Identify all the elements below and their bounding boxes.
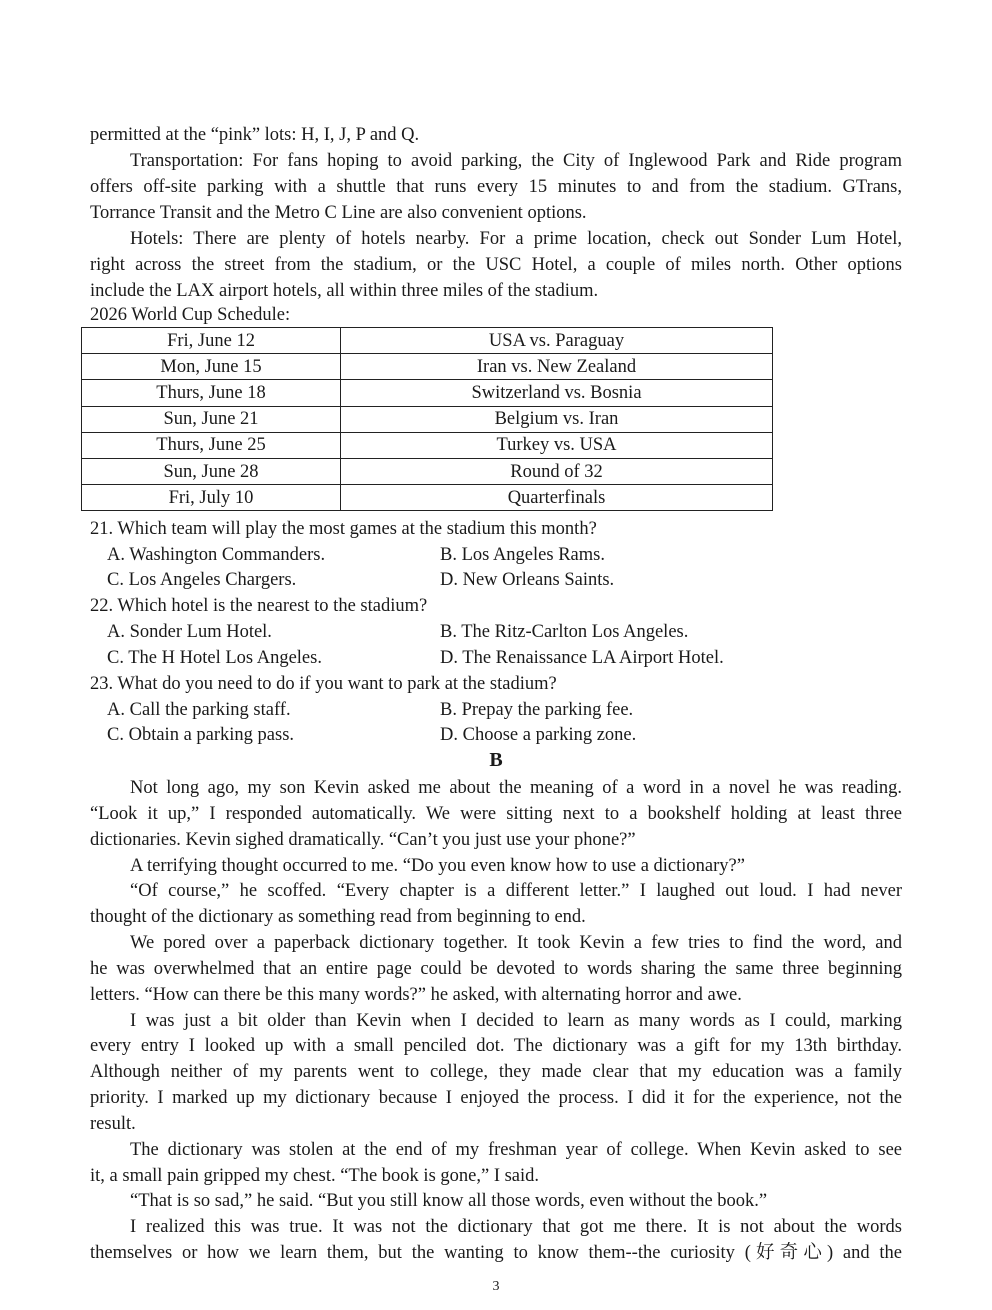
option-b: B. Prepay the parking fee. <box>440 700 634 720</box>
passage-b-line: “That is so sad,” he said. “But you still know all those words, even without the book.” <box>130 1191 768 1211</box>
option-c: C. Los Angeles Chargers. <box>107 570 297 590</box>
page-number: 3 <box>492 1279 500 1294</box>
passage-b-line: “Of course,” he scoffed. “Every chapter is a different letter.” I laughed out loud. I had never <box>130 881 902 901</box>
passage-b-line: Although neither of my parents went to college, they made clear that my education was a family <box>90 1062 902 1082</box>
section-heading: B <box>489 749 503 771</box>
passage-a-line: right across the street from the stadium, or the USC Hotel, a couple of miles north. Other options <box>90 255 902 275</box>
option-a: A. Call the parking staff. <box>107 700 291 720</box>
schedule-date: Thurs, June 18 <box>82 380 341 406</box>
passage-b-line: result. <box>90 1114 136 1134</box>
option-d: D. Choose a parking zone. <box>440 725 637 745</box>
table-row <box>82 380 773 406</box>
table-row <box>82 485 773 511</box>
schedule-date: Sun, June 28 <box>82 458 341 484</box>
schedule-date: Fri, July 10 <box>82 485 341 511</box>
question-stem: 23. What do you need to do if you want to park at the stadium? <box>90 674 557 694</box>
schedule-match: USA vs. Paraguay <box>341 328 773 354</box>
option-d: D. The Renaissance LA Airport Hotel. <box>440 648 724 668</box>
passage-a-line: permitted at the “pink” lots: H, I, J, P and Q. <box>90 125 420 145</box>
passage-a-line: offers off-site parking with a shuttle that runs every 15 minutes to and from the stadium. GTrans, <box>90 177 902 197</box>
table-row <box>82 458 773 484</box>
passage-b-line: A terrifying thought occurred to me. “Do you even know how to use a dictionary?” <box>130 856 745 876</box>
passage-b-line: We pored over a paperback dictionary together. It took Kevin a few tries to find the word, and <box>130 933 902 953</box>
passage-b-line: The dictionary was stolen at the end of my freshman year of college. When Kevin asked to see <box>130 1140 902 1160</box>
schedule-match: Iran vs. New Zealand <box>341 354 773 380</box>
passage-b-line: he was overwhelmed that an entire page could be devoted to words sharing the same three beginning <box>90 959 902 979</box>
question-stem: 21. Which team will play the most games at the stadium this month? <box>90 519 597 539</box>
passage-b-line: letters. “How can there be this many words?” he asked, with alternating horror and awe. <box>90 985 742 1005</box>
table-row <box>82 432 773 458</box>
option-d: D. New Orleans Saints. <box>440 570 615 590</box>
schedule-date: Fri, June 12 <box>82 328 341 354</box>
passage-b-line: I was just a bit older than Kevin when I decided to learn as many words as I could, marking <box>130 1011 902 1031</box>
schedule-match: Turkey vs. USA <box>341 432 773 458</box>
schedule-caption: 2026 World Cup Schedule: <box>90 305 291 325</box>
option-c: C. The H Hotel Los Angeles. <box>107 648 322 668</box>
table-row <box>82 328 773 354</box>
world-cup-schedule-table <box>81 327 773 511</box>
passage-b-line: thought of the dictionary as something read from beginning to end. <box>90 907 586 927</box>
option-b: B. The Ritz-Carlton Los Angeles. <box>440 622 689 642</box>
passage-b-line: Not long ago, my son Kevin asked me about the meaning of a word in a novel he was reading. <box>130 778 902 798</box>
passage-b-line: priority. I marked up my dictionary because I enjoyed the process. I did it for the experience, not the <box>90 1088 902 1108</box>
option-a: A. Sonder Lum Hotel. <box>107 622 272 642</box>
schedule-match: Belgium vs. Iran <box>341 406 773 432</box>
passage-b-line: dictionaries. Kevin sighed dramatically. “Can’t you just use your phone?” <box>90 830 636 850</box>
schedule-date: Mon, June 15 <box>82 354 341 380</box>
passage-a-line: Hotels: There are plenty of hotels nearby. For a prime location, check out Sonder Lum Hotel, <box>130 229 902 249</box>
passage-b-line: “Look it up,” I responded automatically. We were sitting next to a bookshelf holding at least three <box>90 804 902 824</box>
schedule-match: Quarterfinals <box>341 485 773 511</box>
passage-a-line: include the LAX airport hotels, all within three miles of the stadium. <box>90 281 599 301</box>
passage-b-line: it, a small pain gripped my chest. “The book is gone,” I said. <box>90 1166 540 1186</box>
passage-b-line: every entry I looked up with a small penciled dot. The dictionary was a gift for my 13th birthday. <box>90 1036 902 1056</box>
passage-b-line: themselves or how we learn them, but the wanting to know them--the curiosity (好奇心) and the <box>90 1243 902 1263</box>
schedule-date: Sun, June 21 <box>82 406 341 432</box>
question-stem: 22. Which hotel is the nearest to the stadium? <box>90 596 428 616</box>
table-row <box>82 354 773 380</box>
table-row <box>82 406 773 432</box>
schedule-match: Switzerland vs. Bosnia <box>341 380 773 406</box>
option-b: B. Los Angeles Rams. <box>440 545 605 565</box>
passage-b-line: I realized this was true. It was not the dictionary that got me there. It is not about the words <box>130 1217 902 1237</box>
passage-a-line: Transportation: For fans hoping to avoid parking, the City of Inglewood Park and Ride program <box>130 151 902 171</box>
schedule-date: Thurs, June 25 <box>82 432 341 458</box>
option-c: C. Obtain a parking pass. <box>107 725 295 745</box>
passage-a-line: Torrance Transit and the Metro C Line are also convenient options. <box>90 203 587 223</box>
option-a: A. Washington Commanders. <box>107 545 326 565</box>
schedule-match: Round of 32 <box>341 458 773 484</box>
